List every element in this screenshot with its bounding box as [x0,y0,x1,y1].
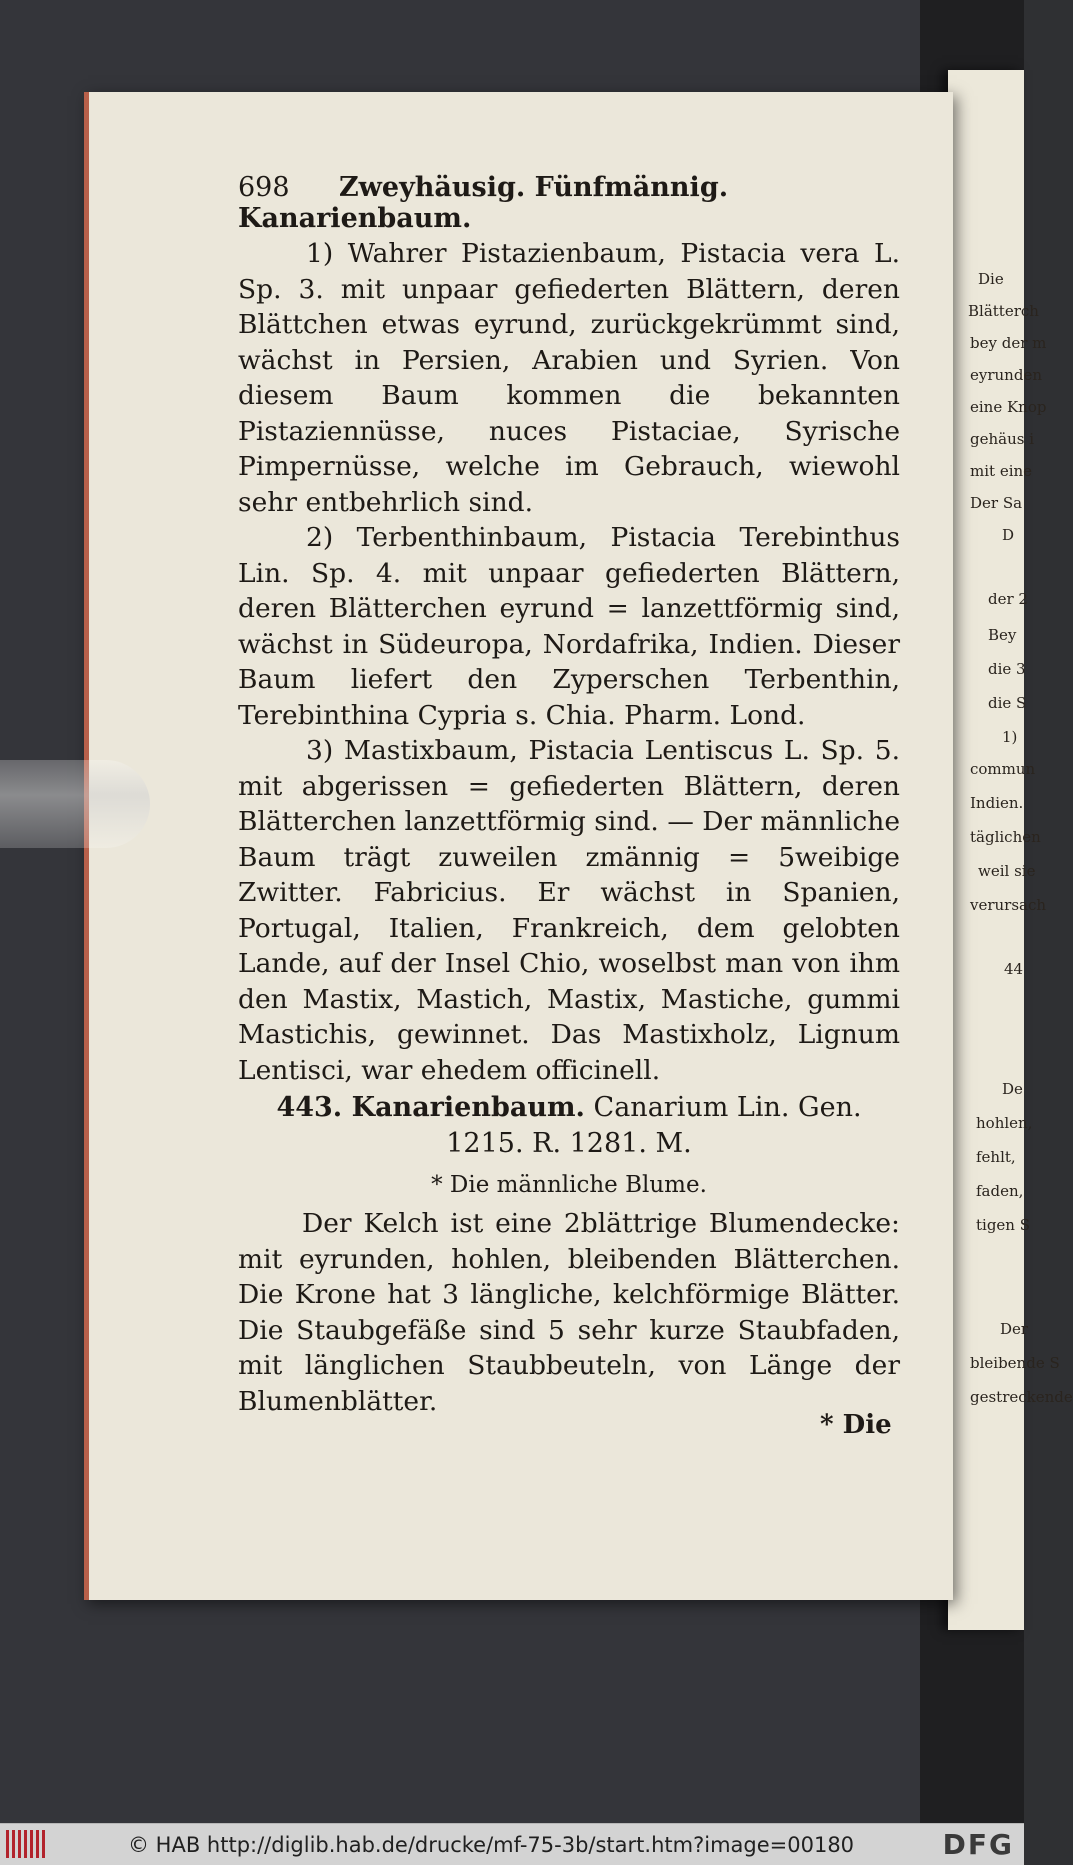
margin-fragment: fehlt, [976,1148,1016,1166]
next-page-edge [948,70,1073,1630]
paragraph-lentiscus: 3) Mastixbaum, Pistacia Lentiscus L. Sp. 5. mit abgerissen = gefiederten Blättern, deren Blätterchen lanzettförmig sind. — Der männliche Baum trägt zuweilen zmännig = 5weibige Zwitter. Fabricius. Er wächst in Spanien, Portugal, Italien, Frankreich, dem gelobten Lande, auf der Insel Chio, woselbst man von ihm den Mastix, Mastich, Mastix, Mastiche, gummi Mastichis, gewinnet. Das Mastixholz, Lignum Lentisci, war ehedem officinell. [238,735,900,1086]
page-clip [0,760,150,848]
catchword: * Die [820,1410,892,1440]
margin-fragment: bleibende S [970,1354,1060,1372]
subheading: * Die männliche Blume. [431,1172,707,1198]
dfg-logo: DFG [942,1828,1014,1861]
margin-fragment: Die [978,270,1004,288]
margin-fragment: eyrunden [970,366,1042,384]
margin-fragment: Der [1000,1320,1029,1338]
margin-fragment: hohlen, [976,1114,1033,1132]
margin-fragment: eine Knop [970,398,1047,416]
margin-fragment: 44 [1004,960,1024,978]
main-text [238,236,900,1088]
margin-fragment: gestreckende [970,1388,1073,1406]
margin-fragment: tigen S [976,1216,1031,1234]
margin-fragment: täglichen [970,828,1041,846]
margin-fragment: 1) [1002,728,1018,746]
margin-fragment: faden, [976,1182,1024,1200]
margin-fragment: Der Sa [970,494,1023,512]
margin-fragment: verursach [970,896,1047,914]
paragraph-pistacia-vera: 1) Wahrer Pistazienbaum, Pistacia vera L. Sp. 3. mit unpaar gefiederten Blättern, deren Blättchen etwas eyrund, zurückgekrümmt sind, wächst in Persien, Arabien und Syrien. Von diesem Baum kommen die bekannten Pistaziennüsse, nuces Pistaciae, Syrische Pimpernüsse, welche im Gebrauch, wiewohl sehr entbehrlich sind. [238,238,900,518]
section-title: 443. Kanarienbaum. [276,1092,585,1123]
running-title: Zweyhäusig. Fünfmännig. Kanarienbaum. [238,172,729,234]
margin-fragment: gehäus i [970,430,1035,448]
page-header [238,172,898,234]
barcode-icon [6,1830,46,1858]
paragraph-flower-description: Der Kelch ist eine 2blättrige Blumendecke: mit eyrunden, hohlen, bleibenden Blätterchen. Die Krone hat 3 längliche, kelchförmige Blätter. Die Staubgefäße sind 5 sehr kurze Staubfaden, mit länglichen Staubbeuteln, von Länge der Blumenblätter. [238,1208,900,1417]
margin-fragment: die 3 [988,660,1026,678]
section-latin: Canarium Lin. Gen. [593,1092,862,1123]
section-heading [238,1090,900,1162]
margin-fragment: Blätterch [968,302,1039,320]
margin-fragment: mit eine [970,462,1033,480]
paragraph-terebinthus: 2) Terbenthinbaum, Pistacia Terebinthus Lin. Sp. 4. mit unpaar gefiederten Blättern, deren Blätterchen eyrund = lanzettförmig sind, wächst in Südeuropa, Nordafrika, Indien. Dieser Baum liefert den Zyperschen Terbenthin, Terebinthina Cypria s. Chia. Pharm. Lond. [238,522,900,731]
margin-fragment: Indien. [970,794,1024,812]
section-body [238,1206,900,1419]
margin-fragment: De [1002,1080,1023,1098]
source-link[interactable]: © HAB http://diglib.hab.de/drucke/mf-75-3b/start.htm?image=00180 [128,1833,855,1857]
margin-fragment: der 2 [988,590,1028,608]
margin-fragment: bey der m [970,334,1047,352]
viewer-footer [0,1823,1024,1865]
margin-fragment: weil sie [978,862,1036,880]
margin-fragment: die S [988,694,1027,712]
page-number: 698 [238,172,290,203]
margin-fragment: commun [970,760,1036,778]
margin-fragment: Bey [988,626,1017,644]
margin-fragment: D [1002,526,1015,544]
section-reference: 1215. R. 1281. M. [446,1128,692,1159]
